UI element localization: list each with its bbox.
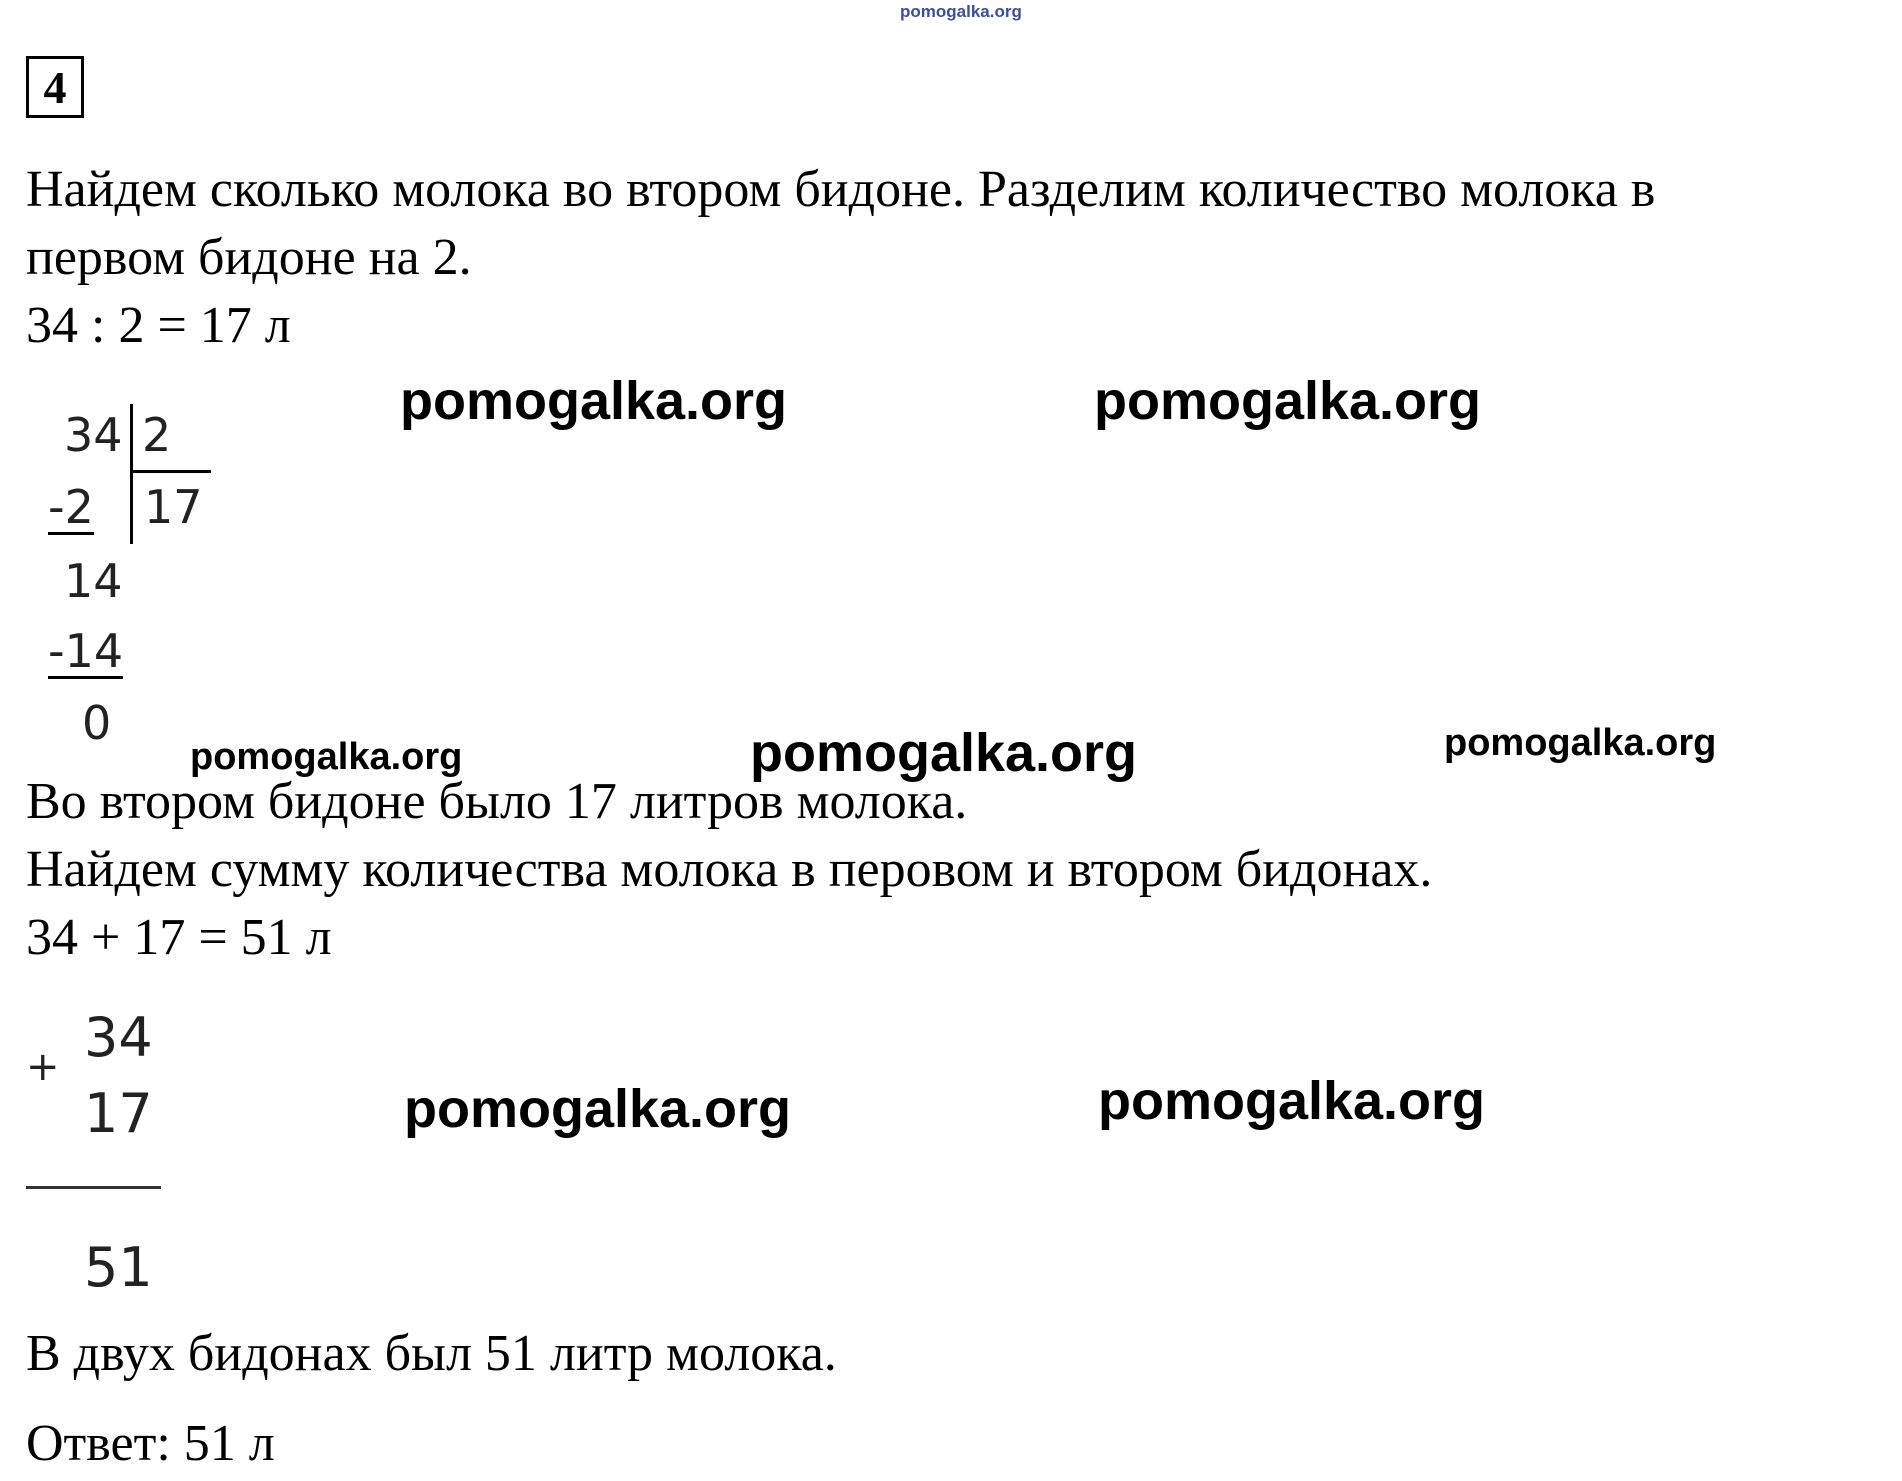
task-number-box: 4 (26, 56, 84, 118)
equation-addition: 34 + 17 = 51 л (26, 909, 332, 966)
watermark-1: pomogalka.org (400, 371, 788, 431)
division-remainder: 0 (82, 696, 112, 750)
division-vertical-bar (130, 404, 133, 544)
equation-division: 34 : 2 = 17 л (26, 297, 291, 354)
division-horizontal-bar (133, 470, 211, 473)
answer-line: Ответ: 51 л (26, 1415, 275, 1472)
division-step2: 14 (64, 554, 123, 608)
result-sentence-2: В двух бидонах был 51 литр молока. (26, 1325, 837, 1382)
watermark-7: pomogalka.org (1098, 1071, 1486, 1131)
addition-addend-1: 34 (84, 1006, 153, 1069)
division-dividend: 34 (64, 408, 123, 462)
division-quotient: 17 (144, 480, 203, 534)
addition-sum: 51 (84, 1236, 153, 1299)
site-header-watermark: pomogalka.org (900, 2, 1022, 21)
paragraph-line-2: первом бидоне на 2. (26, 229, 472, 286)
watermark-2: pomogalka.org (1094, 371, 1482, 431)
watermark-4: pomogalka.org (750, 723, 1138, 783)
watermark-6: pomogalka.org (404, 1079, 792, 1139)
paragraph-line-1: Найдем сколько молока во втором бидоне. Разделим количество молока в (26, 161, 1656, 218)
result-sentence-1: Во втором бидоне было 17 литров молока. (26, 773, 968, 830)
addition-addend-2: 17 (84, 1082, 153, 1145)
division-divisor: 2 (142, 408, 172, 462)
addition-sum-line (26, 1186, 161, 1189)
division-step2-subtract: -14 (48, 624, 124, 678)
division-step1-subtract: -2 (48, 480, 94, 534)
watermark-5: pomogalka.org (1444, 722, 1717, 764)
paragraph-sum: Найдем сумму количества молока в перовом и втором бидонах. (26, 841, 1433, 898)
watermark-3: pomogalka.org (190, 736, 463, 778)
addition-plus-sign: + (26, 1044, 60, 1090)
